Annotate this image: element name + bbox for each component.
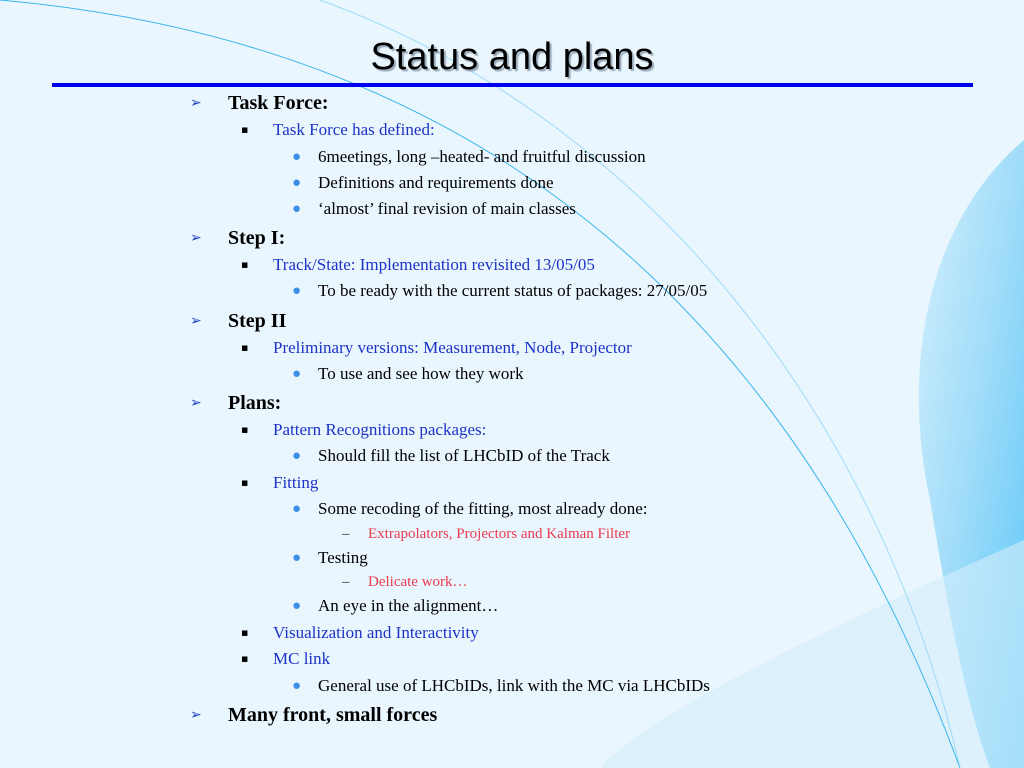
bullet-marker-icon: ▪ xyxy=(241,123,249,136)
bullet-marker-icon: ➢ xyxy=(190,95,202,111)
bullet-marker-icon: ● xyxy=(292,501,302,517)
bullet-marker-icon: ▪ xyxy=(241,626,249,639)
title-underline xyxy=(52,83,973,87)
bullet-text: Step I: xyxy=(228,227,286,249)
bullet-marker-icon: ● xyxy=(292,283,302,299)
bullet-text: Definitions and requirements done xyxy=(318,173,554,192)
bullet-marker-icon: ● xyxy=(292,149,302,165)
bullet-text: 6meetings, long –heated- and fruitful discussion xyxy=(318,147,646,166)
bullet-marker-icon: ➢ xyxy=(190,230,202,246)
bullet-marker-icon: ➢ xyxy=(190,313,202,329)
bullet-text: Delicate work… xyxy=(368,574,468,590)
bullet-text: Task Force: xyxy=(228,92,329,114)
bullet-text: Preliminary versions: Measurement, Node, Projector xyxy=(273,338,632,357)
bullet-text: Track/State: Implementation revisited 13/05/05 xyxy=(273,255,595,274)
bullet-marker-icon: ▪ xyxy=(241,476,249,489)
bullet-marker-icon: ▪ xyxy=(241,423,249,436)
bullet-text: Fitting xyxy=(273,473,319,492)
bullet-marker-icon: ▪ xyxy=(241,258,249,271)
bullet-text: To use and see how they work xyxy=(318,364,524,383)
bullet-text: Visualization and Interactivity xyxy=(273,623,479,642)
bullet-marker-icon: ● xyxy=(292,448,302,464)
bullet-text: Plans: xyxy=(228,392,282,414)
bullet-marker-icon: ● xyxy=(292,366,302,382)
bullet-text: Task Force has defined: xyxy=(273,120,435,139)
bullet-marker-icon: ▪ xyxy=(241,652,249,665)
bullet-marker-icon: ● xyxy=(292,201,302,217)
bullet-text: To be ready with the current status of packages: 27/05/05 xyxy=(318,281,708,300)
bullet-marker-icon: – xyxy=(342,574,350,590)
bullet-text: MC link xyxy=(273,649,331,668)
bullet-marker-icon: ➢ xyxy=(190,707,202,723)
bullet-text: General use of LHCbIDs, link with the MC via LHCbIDs xyxy=(318,676,710,695)
bullet-text: Should fill the list of LHCbID of the Track xyxy=(318,446,610,465)
bullet-text: Testing xyxy=(318,548,368,567)
slide-title: Status and plans xyxy=(370,36,654,78)
bullet-marker-icon: ● xyxy=(292,598,302,614)
bullet-text: Step II xyxy=(228,310,287,332)
bullet-text: Many front, small forces xyxy=(228,704,438,726)
bullet-text: Some recoding of the fitting, most already done: xyxy=(318,499,648,518)
bullet-text: Pattern Recognitions packages: xyxy=(273,420,487,439)
bullet-marker-icon: ▪ xyxy=(241,341,249,354)
bullet-marker-icon: ➢ xyxy=(190,395,202,411)
bullet-marker-icon: – xyxy=(342,526,350,542)
bullet-marker-icon: ● xyxy=(292,550,302,566)
bullet-text: An eye in the alignment… xyxy=(318,596,499,615)
bullet-marker-icon: ● xyxy=(292,678,302,694)
bullet-text: Extrapolators, Projectors and Kalman Filter xyxy=(368,526,631,542)
bullet-marker-icon: ● xyxy=(292,175,302,191)
bullet-text: ‘almost’ final revision of main classes xyxy=(318,199,576,218)
